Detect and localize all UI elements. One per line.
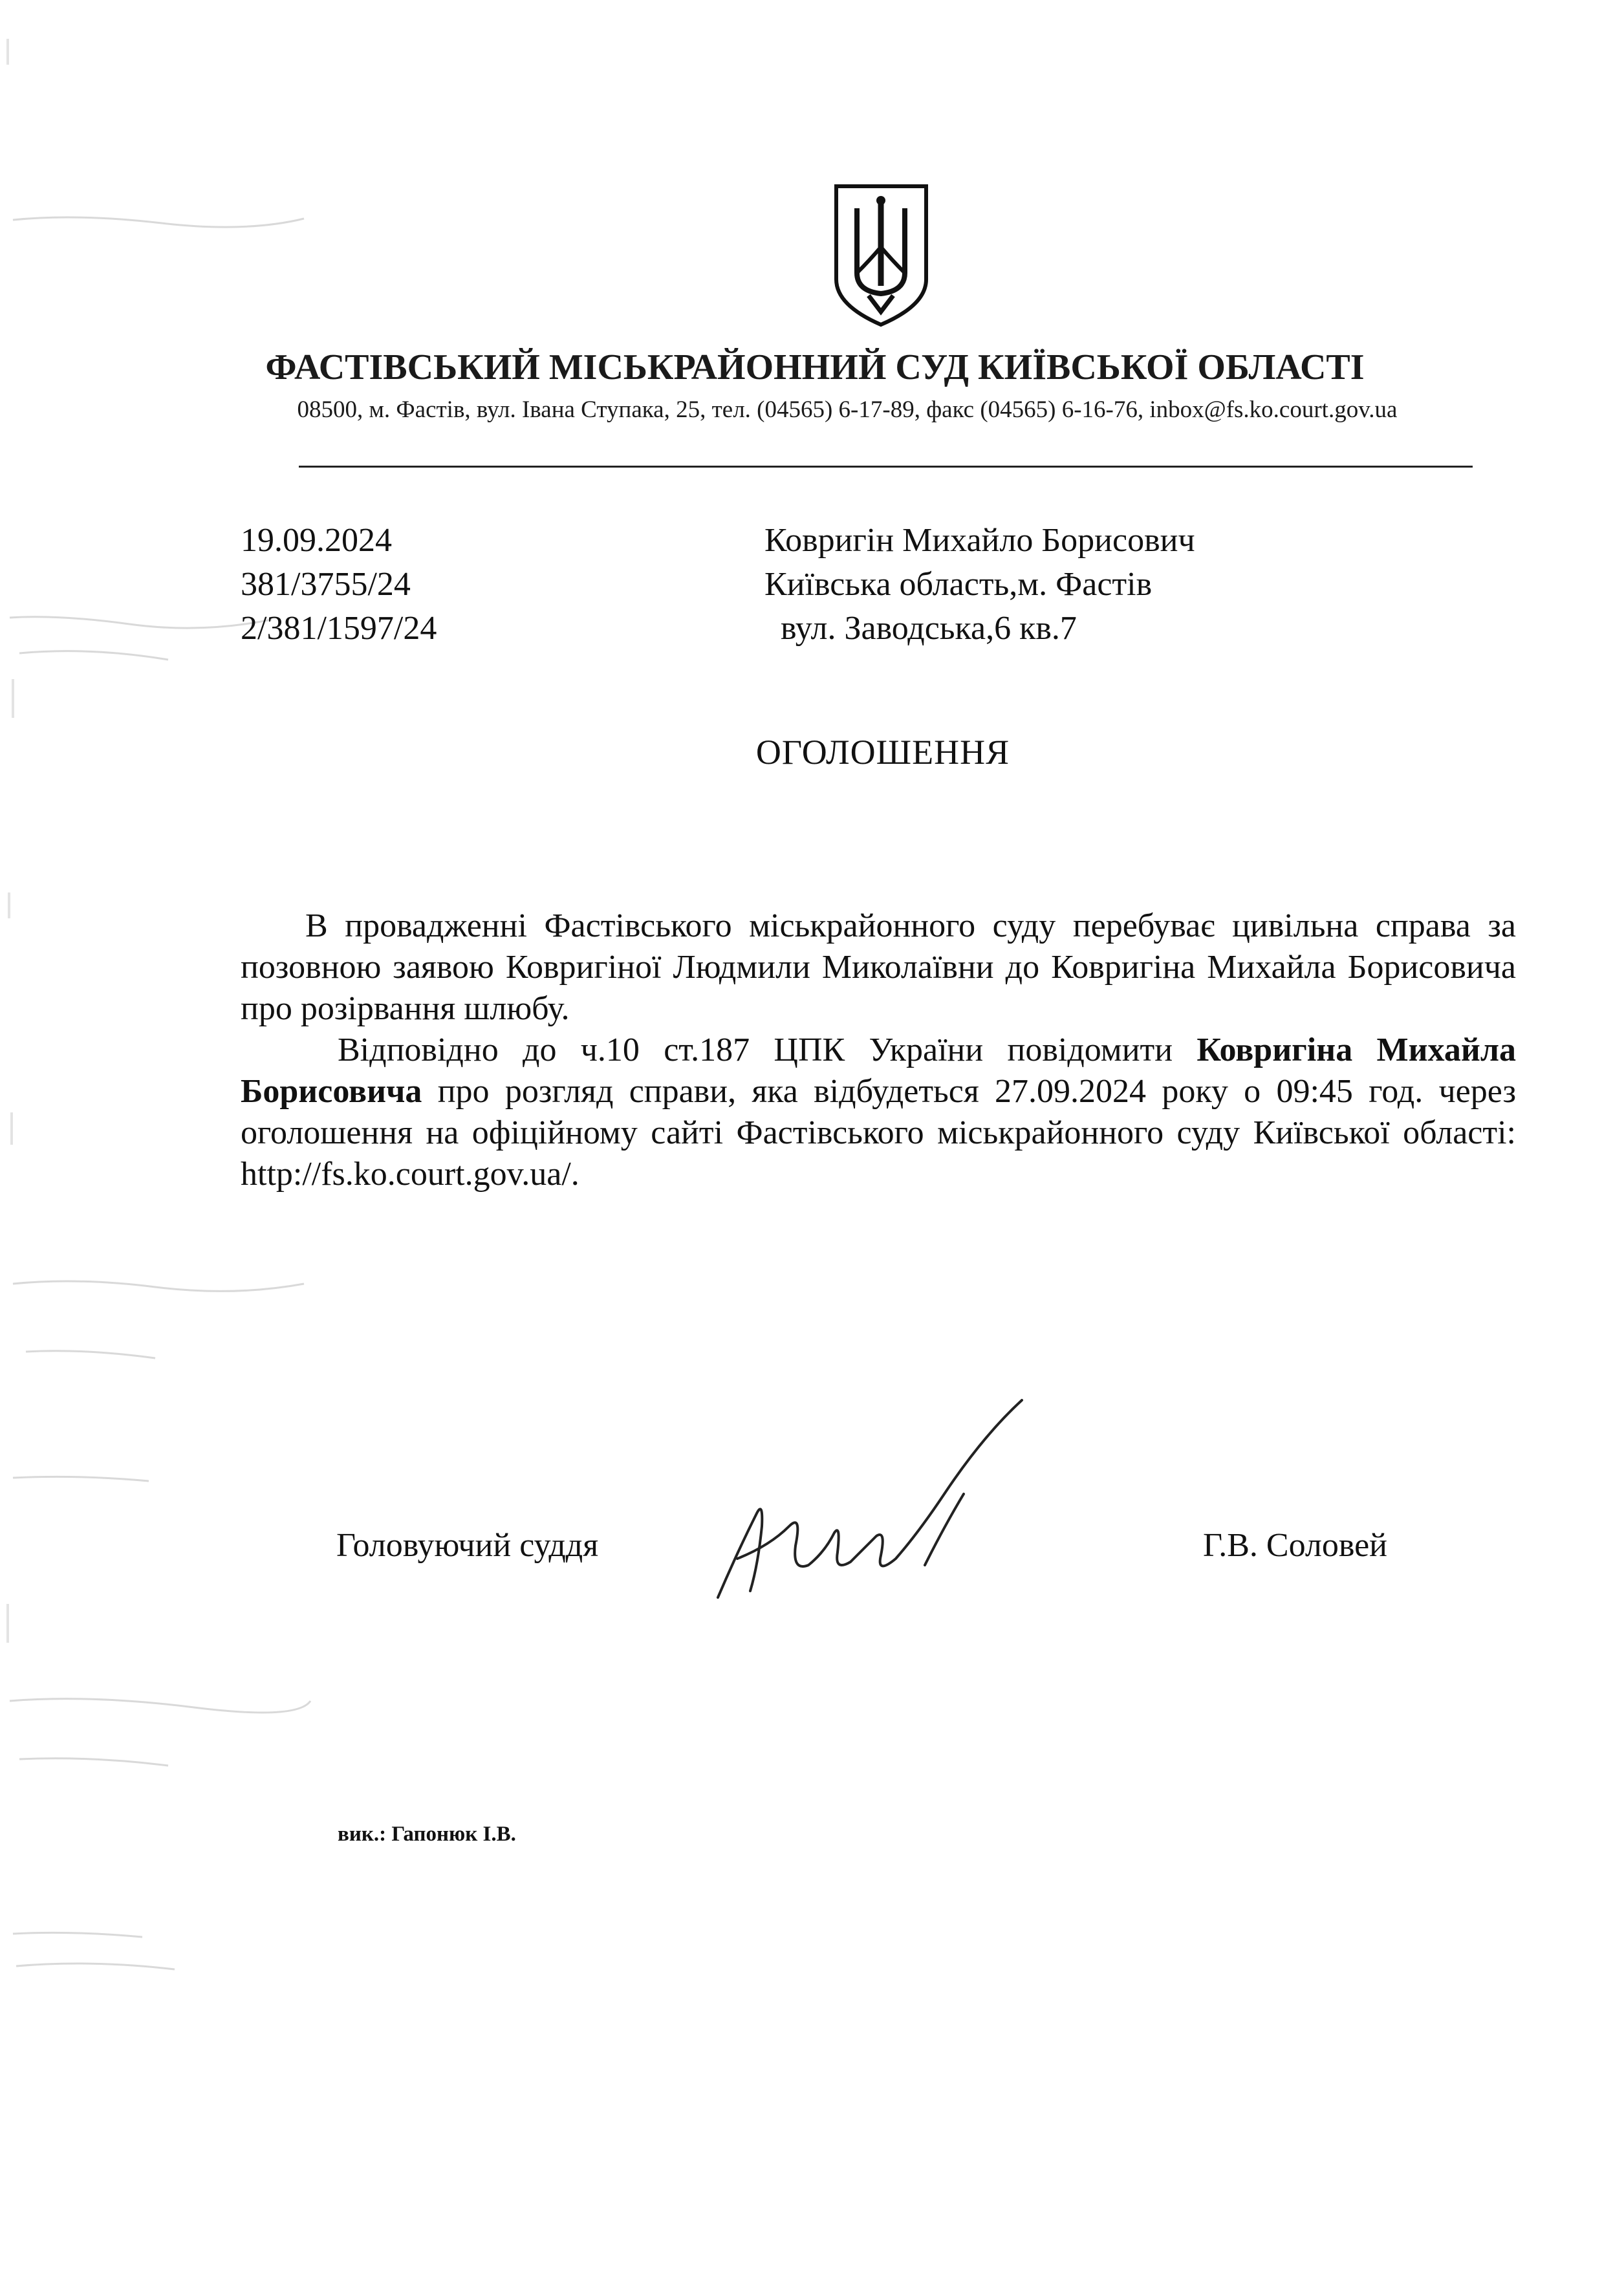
judge-role: Головуючий суддя	[336, 1527, 599, 1564]
court-name: ФАСТІВСЬКИЙ МІСЬКРАЙОННИЙ СУД КИЇВСЬКОЇ ОБЛАСТІ	[265, 347, 1365, 387]
notification-text-start: Відповідно до ч.10 ст.187 ЦПК України повідомити	[338, 1032, 1197, 1068]
announcement-body	[241, 905, 1516, 1195]
case-number: 381/3755/24	[241, 566, 411, 603]
paragraph-notification	[241, 1030, 1516, 1195]
defendant-name: Ковригіна Михайла Борисовича	[241, 1032, 1516, 1110]
recipient-name: Ковригін Михайло Борисович	[764, 522, 1195, 559]
trident-emblem-icon	[831, 182, 931, 328]
paragraph-case-info: В провадженні Фастівського міськрайонного суду перебуває цивільна справа за позовною заявою Ковригіної Людмили Миколаївни до Ковригіна Михайла Борисовича про розірвання шлюбу.	[241, 907, 1516, 1027]
recipient-region-city: Київська область,м. Фастів	[764, 566, 1153, 603]
judge-name: Г.В. Соловей	[1203, 1527, 1387, 1564]
letter-date: 19.09.2024	[241, 522, 392, 559]
document-title: ОГОЛОШЕННЯ	[755, 733, 1010, 772]
handwritten-signature	[711, 1397, 1048, 1610]
court-address: 08500, м. Фастів, вул. Івана Ступака, 25, тел. (04565) 6-17-89, факс (04565) 6-16-76, inbox@fs.ko.court.gov.ua	[297, 396, 1398, 423]
proceeding-number: 2/381/1597/24	[241, 610, 437, 647]
header-divider	[299, 466, 1473, 468]
notification-text-end: про розгляд справи, яка відбудеться 27.09.2024 року о 09:45 год. через оголошення на офіційному сайті Фастівського міськрайонного суду Київської області: http://fs.ko.court.gov.ua/.	[241, 1073, 1516, 1193]
recipient-street: вул. Заводська,6 кв.7	[781, 610, 1077, 647]
executor-note: вик.: Гапонюк І.В.	[338, 1823, 516, 1846]
